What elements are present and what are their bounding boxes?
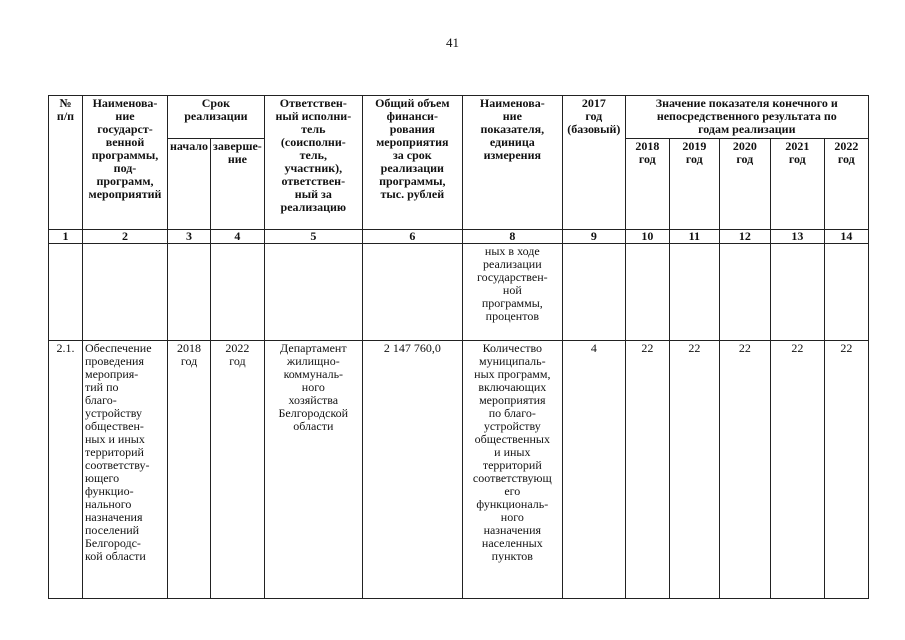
table-cell <box>168 244 211 341</box>
header-name: Наименова- ние государст- венной программы, под- программ, мероприятий <box>83 96 168 230</box>
row-name: Обеспечение проведения мероприя- тий по благо- устройству обществен- ных и иных территорий соответству- ющего функцио- нального назначения поселений Белгородс- кой области <box>83 341 168 599</box>
row-base-2017: 4 <box>562 341 625 599</box>
column-number: 6 <box>362 230 462 244</box>
column-number: 1 <box>49 230 83 244</box>
table-cell <box>264 244 362 341</box>
row-start: 2018 год <box>168 341 211 599</box>
row-value-2022: 22 <box>824 341 868 599</box>
column-number-row <box>49 230 869 244</box>
table-row <box>49 341 869 599</box>
column-number: 13 <box>770 230 824 244</box>
header-base-year: 2017 год (базовый) <box>562 96 625 230</box>
header-start: начало <box>168 139 211 230</box>
header-2018: 2018 год <box>625 139 669 230</box>
row-executor: Департамент жилищно- коммуналь- ного хозяйства Белгородской области <box>264 341 362 599</box>
column-number: 2 <box>83 230 168 244</box>
header-funding: Общий объем финанси- рования мероприятия за срок реализации программы, тыс. рублей <box>362 96 462 230</box>
row-value-2019: 22 <box>669 341 719 599</box>
header-period: Срок реализации <box>168 96 265 139</box>
column-number: 11 <box>669 230 719 244</box>
table-cell <box>770 244 824 341</box>
header-num: № п/п <box>49 96 83 230</box>
row-value-2021: 22 <box>770 341 824 599</box>
column-number: 4 <box>211 230 265 244</box>
header-2021: 2021 год <box>770 139 824 230</box>
row-num: 2.1. <box>49 341 83 599</box>
column-number: 8 <box>462 230 562 244</box>
table-cell <box>83 244 168 341</box>
column-number: 12 <box>719 230 770 244</box>
table-cell <box>669 244 719 341</box>
column-number: 14 <box>824 230 868 244</box>
header-values-group: Значение показателя конечного и непосредственного результата по годам реализации <box>625 96 868 139</box>
row-funding: 2 147 760,0 <box>362 341 462 599</box>
page-number: 41 <box>446 35 459 50</box>
table-cell <box>49 244 83 341</box>
row-indicator: Количество муниципаль- ных программ, включающих мероприятия по благо- устройству общественных и иных территорий соответствующ его функциональ- ного назначения населенных пунктов <box>462 341 562 599</box>
header-2019: 2019 год <box>669 139 719 230</box>
program-table <box>48 95 869 599</box>
table-cell <box>824 244 868 341</box>
header-indicator: Наименова- ние показателя, единица измерения <box>462 96 562 230</box>
header-executor: Ответствен- ный исполни- тель (соисполни- тель, участник), ответствен- ный за реализацию <box>264 96 362 230</box>
row-value-2020: 22 <box>719 341 770 599</box>
header-end: заверше- ние <box>211 139 265 230</box>
column-number: 9 <box>562 230 625 244</box>
table-cell <box>625 244 669 341</box>
table-cell <box>211 244 265 341</box>
header-2020: 2020 год <box>719 139 770 230</box>
column-number: 5 <box>264 230 362 244</box>
row-value-2018: 22 <box>625 341 669 599</box>
table-cell <box>562 244 625 341</box>
row-end: 2022 год <box>211 341 265 599</box>
continuation-row <box>49 244 869 341</box>
indicator-continuation: ных в ходе реализации государствен- ной программы, процентов <box>462 244 562 341</box>
table-cell <box>719 244 770 341</box>
table-cell <box>362 244 462 341</box>
column-number: 10 <box>625 230 669 244</box>
column-number: 3 <box>168 230 211 244</box>
header-row-1 <box>49 96 869 139</box>
header-2022: 2022 год <box>824 139 868 230</box>
